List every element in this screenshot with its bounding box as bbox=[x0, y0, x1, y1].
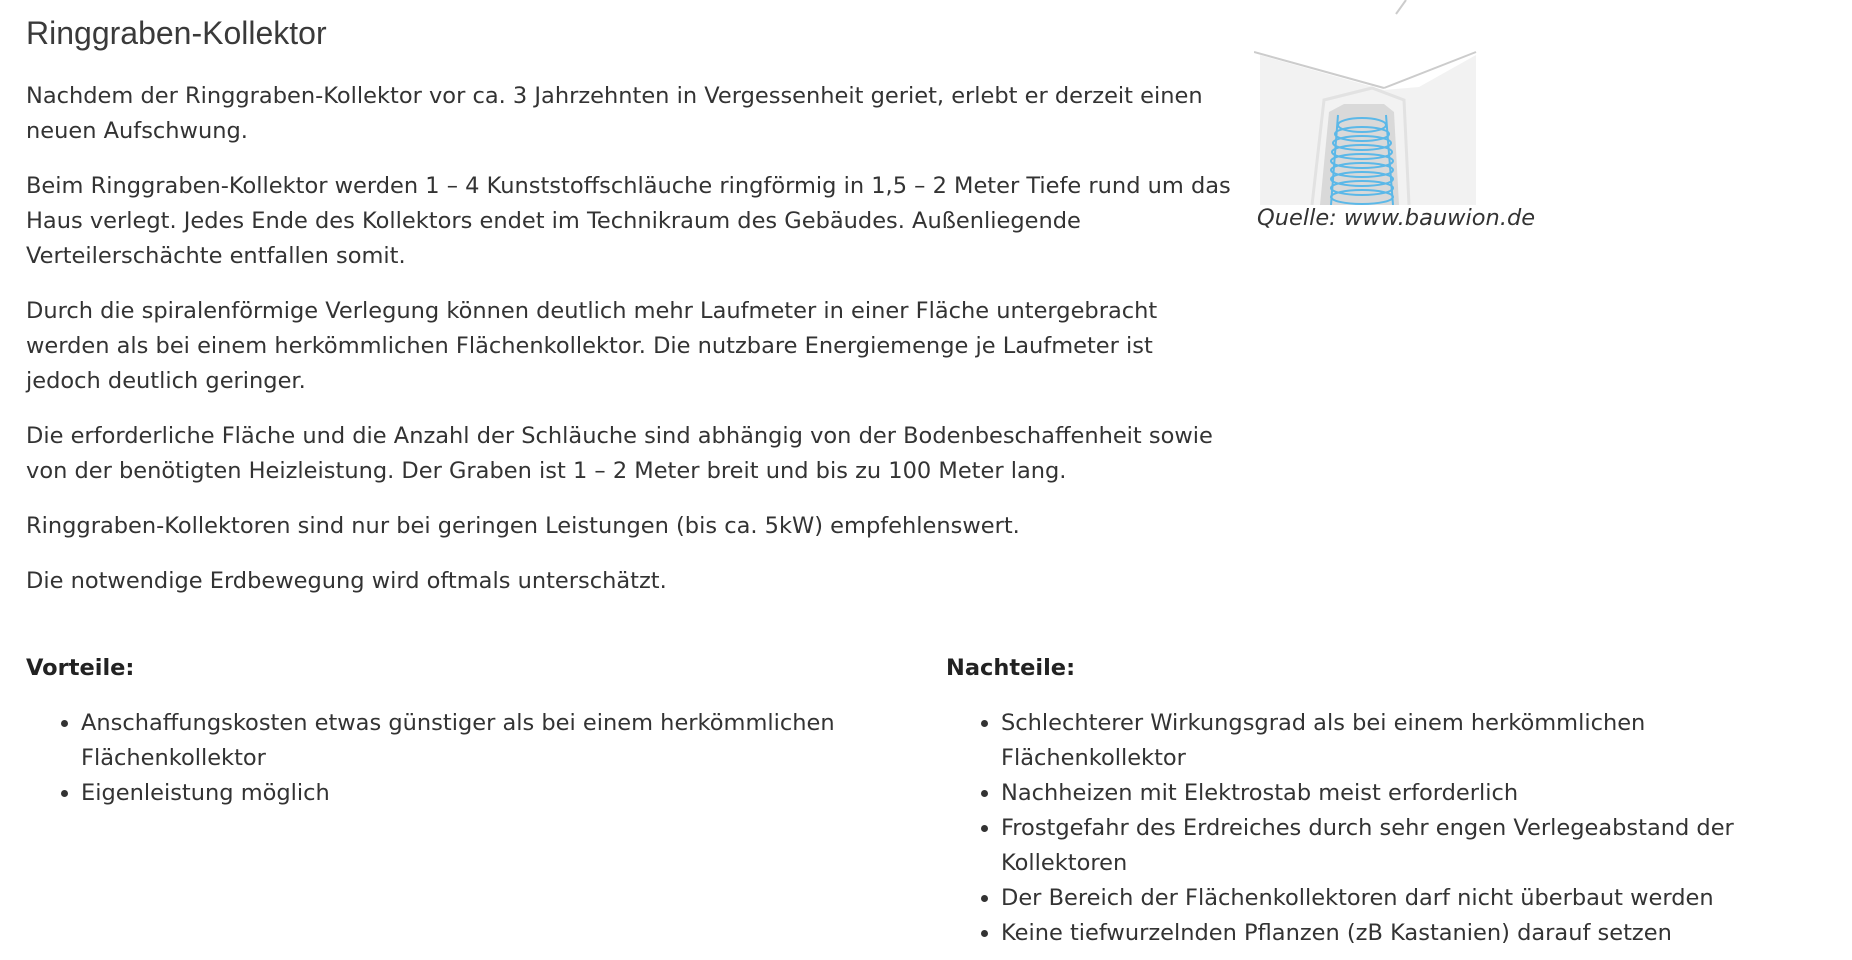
article-body bbox=[26, 79, 1231, 599]
pros-column bbox=[26, 652, 926, 811]
collector-figure bbox=[1254, 0, 1534, 205]
article-title: Ringgraben-Kollektor bbox=[26, 15, 327, 51]
article-paragraph: Ringgraben-Kollektoren sind nur bei geringen Leistungen (bis ca. 5kW) empfehlenswert. bbox=[26, 513, 1020, 539]
article-paragraph: Die erforderliche Fläche und die Anzahl der Schläuche sind abhängig von der Bodenbeschaffenheit sowie von der benötigten Heizleistung. Der Graben ist 1 – 2 Meter breit und bis zu 100 Meter lang. bbox=[26, 423, 1213, 484]
article-paragraph: Nachdem der Ringgraben-Kollektor vor ca. 3 Jahrzehnten in Vergessenheit geriet, erlebt er derzeit einen neuen Aufschwung. bbox=[26, 83, 1203, 144]
pros-heading: Vorteile: bbox=[26, 655, 135, 681]
list-item: • Eigenleistung möglich bbox=[81, 776, 926, 811]
pipe-line bbox=[1396, 0, 1406, 14]
cons-heading: Nachteile: bbox=[946, 655, 1076, 681]
pros-list bbox=[26, 706, 926, 811]
article-main bbox=[26, 0, 1231, 619]
article-paragraph: Die notwendige Erdbewegung wird oftmals unterschätzt. bbox=[26, 568, 667, 594]
cons-column bbox=[946, 652, 1826, 951]
list-item: • Der Bereich der Flächenkollektoren darf nicht überbaut werden bbox=[1001, 881, 1826, 916]
cons-list bbox=[946, 706, 1826, 951]
list-item: • Frostgefahr des Erdreiches durch sehr engen Verlegeabstand der Kollektoren bbox=[1001, 811, 1826, 881]
ring-trench-collector-illustration bbox=[1254, 0, 1534, 205]
list-item: • Nachheizen mit Elektrostab meist erforderlich bbox=[1001, 776, 1826, 811]
article-paragraph: Durch die spiralenförmige Verlegung können deutlich mehr Laufmeter in einer Fläche untergebracht werden als bei einem herkömmlichen Flächenkollektor. Die nutzbare Energiemenge je Laufmeter ist jedoch deutlich geringer. bbox=[26, 298, 1158, 394]
figure-caption: Quelle: www.bauwion.de bbox=[1257, 205, 1536, 231]
article-paragraph: Beim Ringgraben-Kollektor werden 1 – 4 Kunststoffschläuche ringförmig in 1,5 – 2 Meter Tiefe rund um das Haus verlegt. Jedes Ende des Kollektors endet im Technikraum des Gebäudes. Außenliegende Verteilerschächte entfallen somit. bbox=[26, 173, 1231, 269]
list-item: • Keine tiefwurzelnden Pflanzen (zB Kastanien) darauf setzen bbox=[1001, 916, 1826, 951]
list-item: • Anschaffungskosten etwas günstiger als bei einem herkömmlichen Flächenkollektor bbox=[81, 706, 926, 776]
list-item: • Schlechterer Wirkungsgrad als bei einem herkömmlichen Flächenkollektor bbox=[1001, 706, 1826, 776]
